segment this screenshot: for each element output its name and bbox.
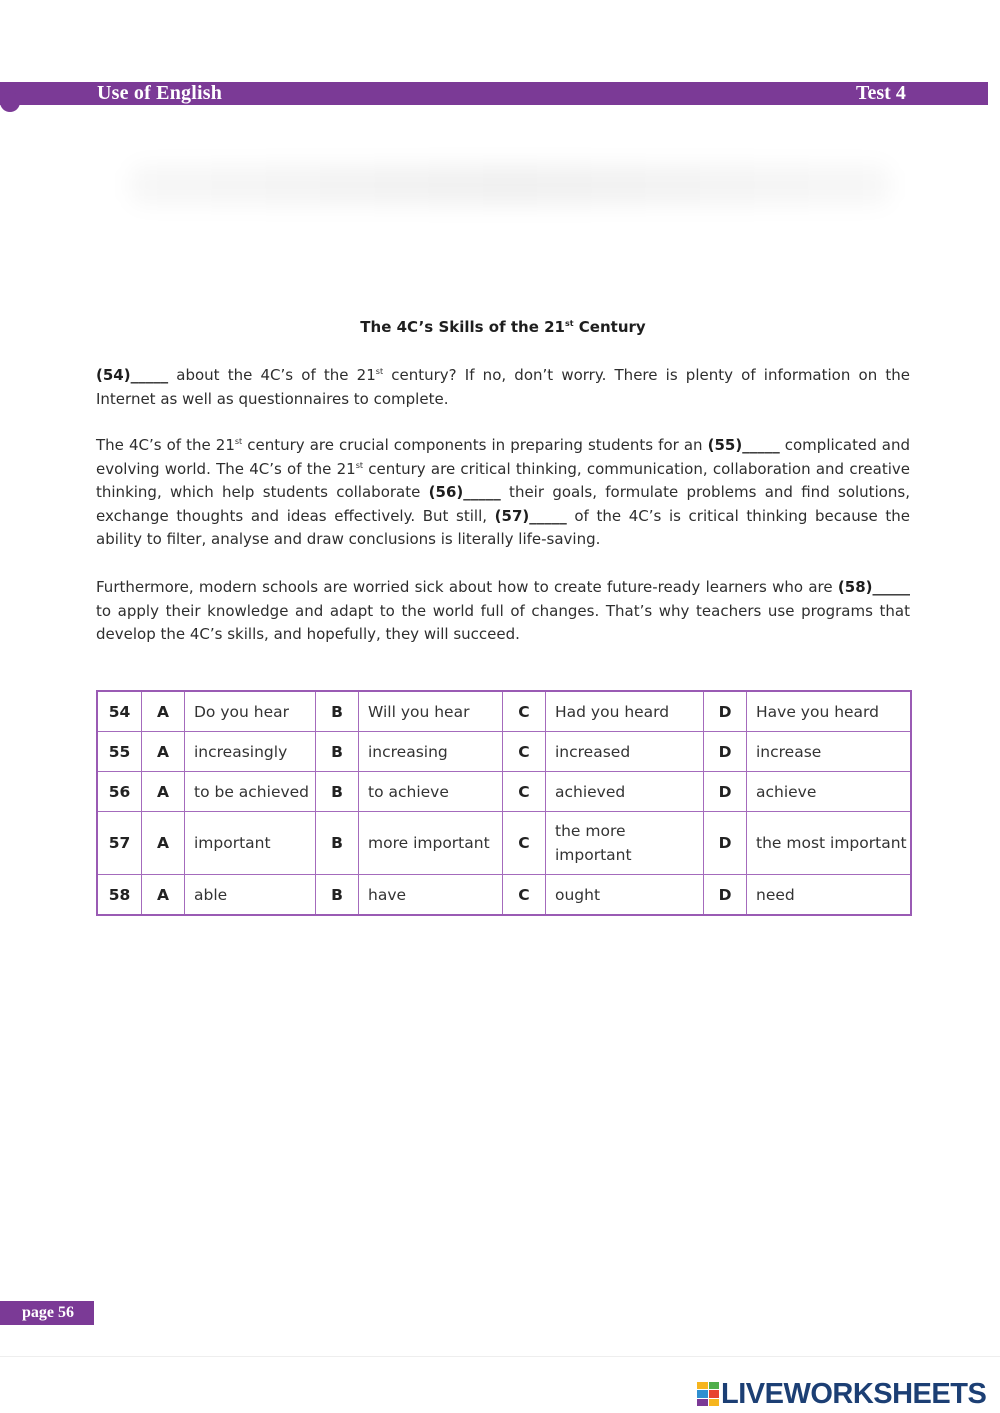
page-number: page 56 <box>22 1304 74 1321</box>
paragraph-3: Furthermore, modern schools are worried sick about how to create future-ready learners who are (58)_____ to apply their knowledge and adapt to the world full of changes. That’s why teachers use programs that develop the 4C’s skills, and hopefully, they will succeed. <box>96 578 910 643</box>
option-letter: C <box>503 875 546 916</box>
option-c[interactable]: the more important <box>546 812 704 875</box>
option-letter: C <box>503 812 546 875</box>
table-row <box>97 732 911 772</box>
gap-57-label: (57) <box>494 506 530 525</box>
option-letter: B <box>316 875 359 916</box>
gap-54-label: (54) <box>96 366 131 384</box>
gap-56-blank[interactable]: _____ <box>463 483 501 501</box>
gap-56-label: (56) <box>428 483 464 501</box>
faded-show-through-text <box>130 165 890 205</box>
table-row <box>97 875 911 916</box>
option-c[interactable]: Had you heard <box>546 691 704 732</box>
option-letter: B <box>316 772 359 812</box>
table-row <box>97 812 911 875</box>
option-letter: C <box>503 691 546 732</box>
question-number: 56 <box>97 772 142 812</box>
header-bar-bullet <box>0 92 20 112</box>
gap-54-blank[interactable]: _____ <box>130 366 169 384</box>
option-letter: A <box>142 691 185 732</box>
option-letter: C <box>503 772 546 812</box>
option-b[interactable]: to achieve <box>359 772 503 812</box>
option-c[interactable]: increased <box>546 732 704 772</box>
gap-55-blank[interactable]: _____ <box>742 436 780 454</box>
option-letter: D <box>704 691 747 732</box>
option-letter: A <box>142 772 185 812</box>
option-b[interactable]: have <box>359 875 503 916</box>
option-d[interactable]: Have you heard <box>747 691 912 732</box>
table-row <box>97 691 911 732</box>
gap-57-blank[interactable]: _____ <box>529 506 567 525</box>
section-title: Use of English <box>97 82 223 104</box>
option-c[interactable]: achieved <box>546 772 704 812</box>
gap-58-blank[interactable]: _____ <box>872 578 910 596</box>
option-d[interactable]: achieve <box>747 772 912 812</box>
option-letter: B <box>316 732 359 772</box>
option-letter: D <box>704 875 747 916</box>
option-letter: D <box>704 772 747 812</box>
paragraph-1: (54)_____ about the 4C’s of the 21st century? If no, don’t worry. There is plenty of information on the Internet as well as questionnaires to complete. <box>96 366 911 408</box>
option-letter: D <box>704 732 747 772</box>
option-d[interactable]: increase <box>747 732 912 772</box>
option-letter: B <box>316 691 359 732</box>
option-letter: A <box>142 812 185 875</box>
option-letter: D <box>704 812 747 875</box>
option-b[interactable]: increasing <box>359 732 503 772</box>
option-a[interactable]: important <box>185 812 316 875</box>
question-number: 55 <box>97 732 142 772</box>
test-number: Test 4 <box>856 82 906 104</box>
passage-title: The 4C’s Skills of the 21st Century <box>360 318 646 336</box>
footer-divider <box>0 1356 1000 1357</box>
question-number: 57 <box>97 812 142 875</box>
option-letter: A <box>142 875 185 916</box>
option-a[interactable]: increasingly <box>185 732 316 772</box>
option-b[interactable]: more important <box>359 812 503 875</box>
gap-55-label: (55) <box>707 436 743 454</box>
question-number: 58 <box>97 875 142 916</box>
liveworksheets-logo[interactable] <box>697 1378 986 1410</box>
option-a[interactable]: Do you hear <box>185 691 316 732</box>
option-d[interactable]: the most important <box>747 812 912 875</box>
option-b[interactable]: Will you hear <box>359 691 503 732</box>
liveworksheets-logo-icon <box>697 1382 719 1406</box>
question-number: 54 <box>97 691 142 732</box>
table-row <box>97 772 911 812</box>
option-letter: B <box>316 812 359 875</box>
option-c[interactable]: ought <box>546 875 704 916</box>
option-d[interactable]: need <box>747 875 912 916</box>
gap-58-label: (58) <box>837 578 873 596</box>
answer-options-table <box>96 690 912 916</box>
option-letter: A <box>142 732 185 772</box>
option-a[interactable]: able <box>185 875 316 916</box>
liveworksheets-logo-text: LIVEWORKSHEETS <box>721 1377 987 1410</box>
option-letter: C <box>503 732 546 772</box>
paragraph-2: The 4C’s of the 21st century are crucial components in preparing students for an (55)_____ complicated and evolving world. The 4C’s of the 21st century are critical thinking, communication, collaboration and creative thinking, which help students collaborate (56)_____ their goals, formulate problems and find solutions, exchange thoughts and ideas effectively. But still, (57)_____ of the 4C’s is critical thinking because the ability to filter, analyse and draw conclusions is literally life-saving. <box>96 436 911 548</box>
option-a[interactable]: to be achieved <box>185 772 316 812</box>
